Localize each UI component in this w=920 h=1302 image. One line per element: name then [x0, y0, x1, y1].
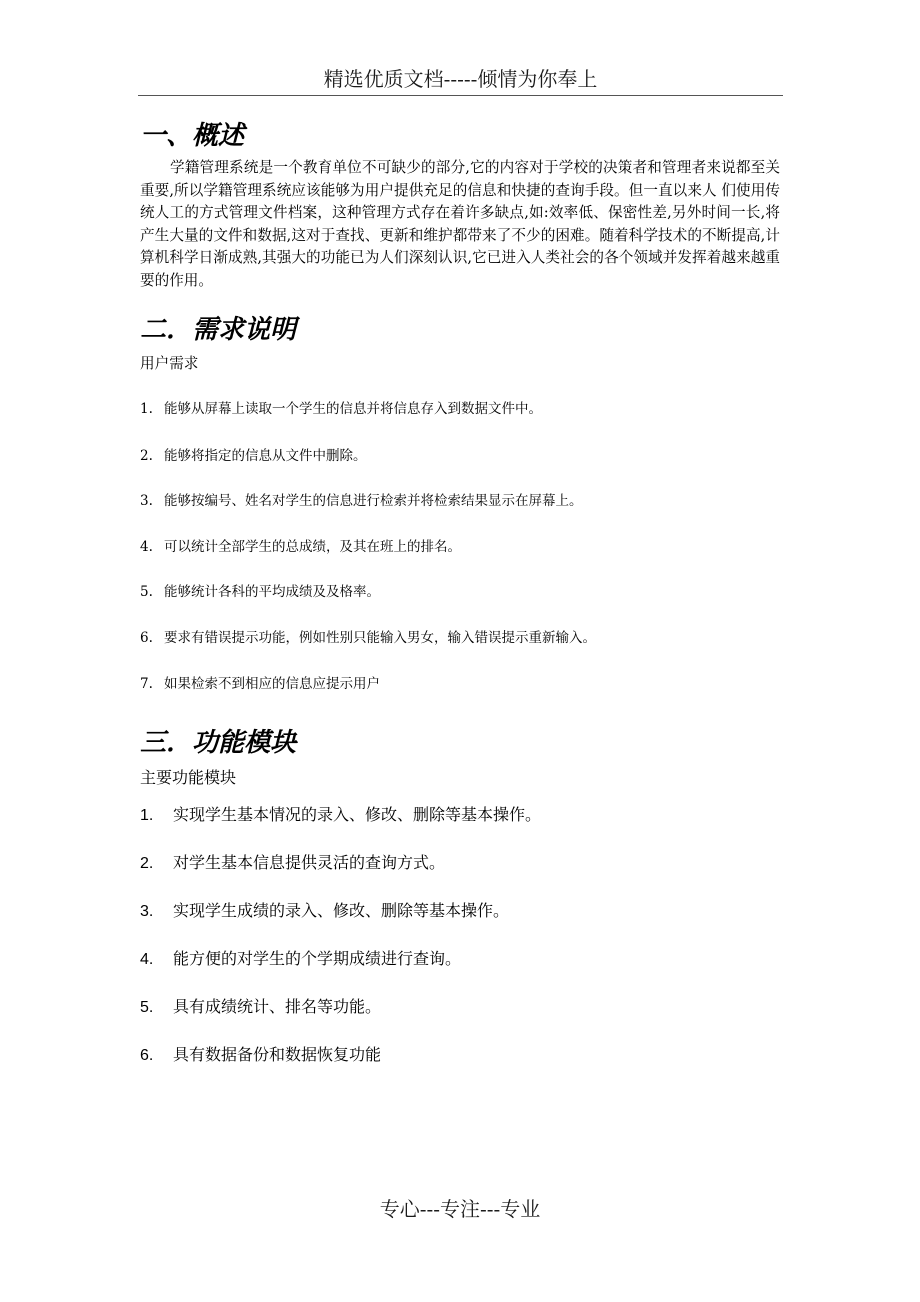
list-item-number: 1. [140, 401, 153, 417]
list-item-text: 具有数据备份和数据恢复功能 [173, 1045, 382, 1064]
list-item-number: 1. [140, 807, 154, 824]
section-title-requirements: 二．需求说明 [140, 315, 297, 345]
list-item [140, 446, 367, 466]
list-item-number: 4. [140, 539, 153, 555]
section-title-modules: 三．功能模块 [140, 728, 297, 758]
list-item [140, 803, 541, 828]
list-item-text: 能方便的对学生的个学期成绩进行查询。 [173, 949, 462, 968]
page-footer: 专心---专注---专业 [379, 1197, 541, 1221]
overview-paragraph-block [140, 157, 780, 292]
list-item [140, 674, 380, 694]
list-item [140, 995, 381, 1020]
list-item-text: 可以统计全部学生的总成绩，及其在班上的排名。 [164, 539, 461, 555]
list-item [140, 491, 583, 511]
list-item-text: 要求有错误提示功能，例如性别只能输入男女，输入错误提示重新输入。 [164, 630, 596, 646]
list-item [140, 899, 509, 924]
list-item [140, 851, 445, 876]
list-item-text: 具有成绩统计、排名等功能。 [173, 997, 382, 1016]
list-item-number: 2. [140, 855, 154, 872]
requirements-subtitle: 用户需求 [140, 355, 199, 372]
list-item-number: 4. [140, 951, 154, 968]
list-item-number: 2. [140, 448, 153, 464]
list-item [140, 628, 596, 648]
section-title-overview: 一、概述 [140, 121, 245, 151]
list-item [140, 399, 542, 419]
list-item-number: 6. [140, 630, 153, 646]
list-item [140, 537, 461, 557]
list-item [140, 1043, 381, 1068]
list-item-text: 如果检索不到相应的信息应提示用户 [164, 676, 380, 692]
list-item-text: 能够从屏幕上读取一个学生的信息并将信息存入到数据文件中。 [164, 401, 542, 417]
list-item-text: 能够统计各科的平均成绩及及格率。 [164, 584, 380, 600]
list-item-number: 3. [140, 903, 154, 920]
list-item [140, 947, 461, 972]
page-header: 精选优质文档-----倾情为你奉上 [323, 67, 598, 91]
list-item-text: 对学生基本信息提供灵活的查询方式。 [173, 853, 446, 872]
list-item-text: 实现学生成绩的录入、修改、删除等基本操作。 [173, 901, 510, 920]
list-item [140, 582, 380, 602]
list-item-text: 能够按编号、姓名对学生的信息进行检索并将检索结果显示在屏幕上。 [164, 493, 583, 509]
modules-subtitle: 主要功能模块 [140, 768, 237, 787]
list-item-number: 3. [140, 493, 153, 509]
header-divider [138, 95, 783, 96]
list-item-number: 7. [140, 676, 153, 692]
list-item-number: 5. [140, 584, 153, 600]
list-item-number: 6. [140, 1047, 154, 1064]
overview-paragraph: 学籍管理系统是一个教育单位不可缺少的部分,它的内容对于学校的决策者和管理者来说都至关重要,所以学籍管理系统应该能够为用户提供充足的信息和快捷的查询手段。但一直以来人 们使用传统人工的方式管理文件档案，这种管理方式存在着许多缺点,如:效率低、保密性差,另外时间一长,将产生大量的文件和数据,这对于查找、更新和维护都带来了不少的困难。随着科学技术的不断提高,计算机科学日渐成熟,其强大的功能已为人们深刻认识,它已进入人类社会的各个领域并发挥着越来越重要的作用。 [140, 159, 780, 289]
list-item-text: 能够将指定的信息从文件中删除。 [164, 448, 367, 464]
list-item-text: 实现学生基本情况的录入、修改、删除等基本操作。 [173, 805, 542, 824]
list-item-number: 5. [140, 999, 154, 1016]
